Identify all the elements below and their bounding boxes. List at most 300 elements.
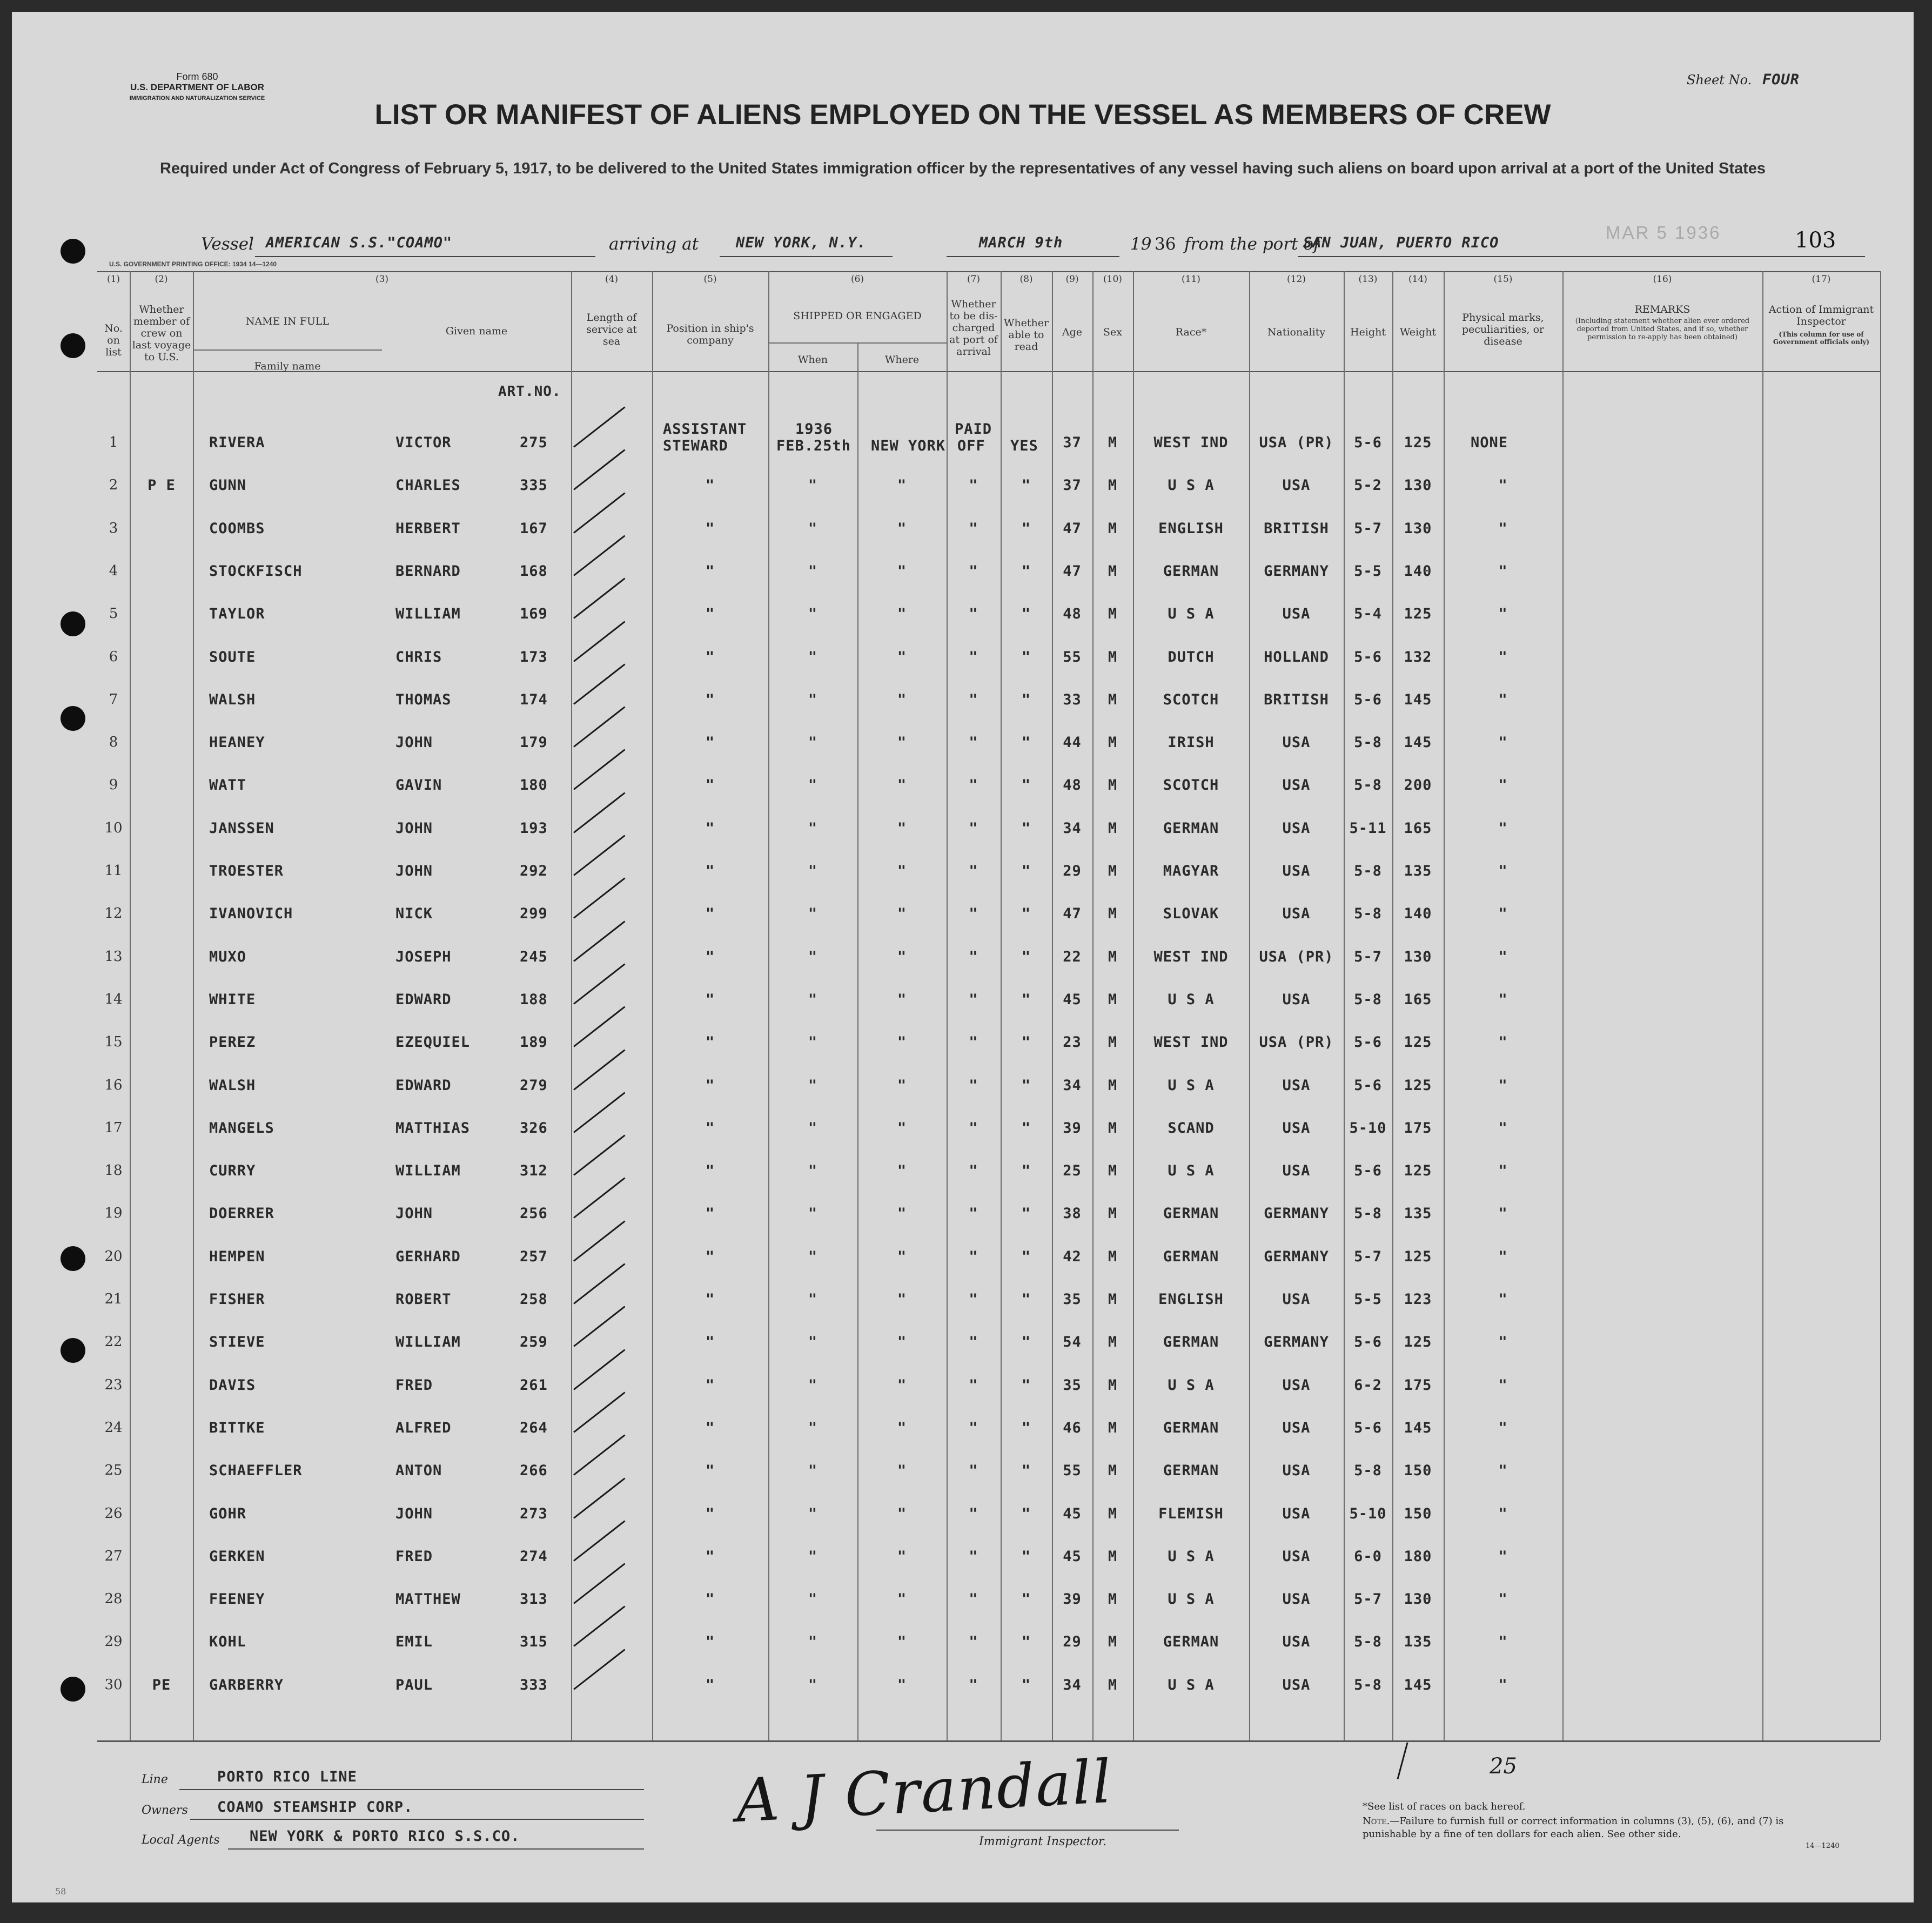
- row-number: 5: [109, 606, 118, 622]
- col-9-number: (9): [1065, 274, 1079, 285]
- race: U S A: [1168, 1548, 1215, 1565]
- art-number: 299: [520, 905, 548, 922]
- race: SCAND: [1168, 1120, 1215, 1137]
- read-ditto: ": [1021, 477, 1031, 494]
- family-name: DAVIS: [209, 1377, 256, 1394]
- weight: 130: [1404, 477, 1432, 494]
- read-ditto: ": [1021, 1120, 1031, 1137]
- sheet-value: FOUR: [1762, 71, 1800, 88]
- given-name: THOMAS: [395, 691, 452, 708]
- vessel-line: [201, 223, 1876, 260]
- family-name: IVANOVICH: [209, 905, 293, 922]
- discharged-ditto: ": [969, 1077, 978, 1094]
- read-ditto: ": [1021, 949, 1031, 965]
- discharged-ditto: ": [969, 649, 978, 665]
- col-3-header: NAME IN FULL: [245, 315, 330, 327]
- read-ditto: ": [1021, 649, 1031, 665]
- year-value: 36: [1155, 234, 1176, 254]
- position-ditto: ": [705, 1120, 715, 1137]
- family-name: GOHR: [209, 1505, 247, 1522]
- height: 6-2: [1354, 1377, 1382, 1394]
- given-name: EDWARD: [395, 1077, 452, 1094]
- height: 5-4: [1354, 606, 1382, 622]
- where-ditto: ": [897, 691, 907, 708]
- crew-flag: PE: [152, 1677, 171, 1693]
- marks-ditto: ": [1498, 1077, 1508, 1094]
- where-ditto: ": [897, 777, 907, 794]
- check-mark: [573, 1349, 625, 1390]
- race: GERMAN: [1163, 1633, 1219, 1650]
- when-ditto: ": [808, 1462, 818, 1479]
- art-number: 315: [520, 1633, 548, 1650]
- art-number: 312: [520, 1162, 548, 1179]
- discharged-ditto: ": [969, 477, 978, 494]
- footer-line-label: Line: [142, 1773, 168, 1786]
- nationality: GERMANY: [1264, 1334, 1329, 1350]
- position-ditto: ": [705, 1334, 715, 1350]
- where-ditto: ": [897, 1205, 907, 1222]
- col-4-header: Length of service at sea: [586, 312, 637, 347]
- height: 5-7: [1354, 520, 1382, 537]
- weight: 165: [1404, 991, 1432, 1008]
- family-name: KOHL: [209, 1633, 247, 1650]
- art-number: 275: [520, 434, 548, 451]
- family-name: JANSSEN: [209, 820, 274, 837]
- height: 5-5: [1354, 1291, 1382, 1308]
- family-name: SCHAEFFLER: [209, 1462, 303, 1479]
- sex: M: [1108, 477, 1118, 494]
- given-name: FRED: [395, 1548, 433, 1565]
- where-ditto: ": [897, 1548, 907, 1565]
- when-ditto: ": [808, 1334, 818, 1350]
- art-number: 274: [520, 1548, 548, 1565]
- family-name: GARBERRY: [209, 1677, 284, 1693]
- nationality: USA (PR): [1259, 1034, 1334, 1051]
- discharged-ditto: ": [969, 606, 978, 622]
- when-ditto: ": [808, 777, 818, 794]
- check-mark: [573, 1220, 625, 1261]
- where-ditto: ": [897, 949, 907, 965]
- vessel-label: Vessel: [201, 234, 254, 254]
- weight: 145: [1404, 691, 1432, 708]
- where-ditto: ": [897, 606, 907, 622]
- sex: M: [1108, 1248, 1118, 1265]
- check-mark: [573, 1434, 625, 1475]
- sheet-label: Sheet No.: [1687, 72, 1752, 88]
- marks-ditto: ": [1498, 863, 1508, 879]
- when-ditto: ": [808, 1591, 818, 1608]
- art-number: 292: [520, 863, 548, 879]
- position-ditto: ": [705, 606, 715, 622]
- arriving-label: arriving at: [609, 234, 699, 254]
- discharged-ditto: ": [969, 991, 978, 1008]
- shipped-where: NEW YORK: [871, 438, 946, 454]
- weight: 175: [1404, 1120, 1432, 1137]
- nationality: USA (PR): [1259, 949, 1334, 965]
- read-ditto: ": [1021, 1077, 1031, 1094]
- height: 5-6: [1354, 434, 1382, 451]
- when-ditto: ": [808, 1077, 818, 1094]
- weight: 130: [1404, 1591, 1432, 1608]
- marks-ditto: ": [1498, 691, 1508, 708]
- row-number: 9: [109, 777, 118, 793]
- age: 45: [1063, 1548, 1082, 1565]
- where-ditto: ": [897, 1077, 907, 1094]
- shipped-when-header: When: [797, 354, 828, 366]
- punch-hole: [61, 333, 85, 358]
- where-ditto: ": [897, 520, 907, 537]
- sex: M: [1108, 1505, 1118, 1522]
- age: 34: [1063, 820, 1082, 837]
- family-name: TROESTER: [209, 863, 284, 879]
- race: SCOTCH: [1163, 691, 1219, 708]
- nationality: USA: [1282, 820, 1311, 837]
- sex: M: [1108, 434, 1118, 451]
- punch-hole: [61, 611, 85, 636]
- check-mark: [573, 749, 625, 790]
- discharged-ditto: ": [969, 905, 978, 922]
- art-number-label: ART.NO.: [498, 384, 561, 400]
- department-name: U.S. DEPARTMENT OF LABOR: [130, 82, 265, 92]
- when-ditto: ": [808, 1420, 818, 1436]
- height: 5-2: [1354, 477, 1382, 494]
- given-name-header: Given name: [445, 325, 508, 337]
- marks-ditto: ": [1498, 1377, 1508, 1394]
- sex: M: [1108, 691, 1118, 708]
- where-ditto: ": [897, 1162, 907, 1179]
- read-ditto: ": [1021, 1248, 1031, 1265]
- marks-ditto: ": [1498, 777, 1508, 794]
- weight: 175: [1404, 1377, 1432, 1394]
- where-ditto: ": [897, 1248, 907, 1265]
- where-ditto: ": [897, 563, 907, 580]
- race: WEST IND: [1153, 434, 1229, 451]
- age: 39: [1063, 1591, 1082, 1608]
- footer-line-value: PORTO RICO LINE: [217, 1769, 357, 1785]
- where-ditto: ": [897, 1291, 907, 1308]
- given-name: JOHN: [395, 1205, 433, 1222]
- weight: 200: [1404, 777, 1432, 794]
- age: 48: [1063, 777, 1082, 794]
- given-name: ROBERT: [395, 1291, 452, 1308]
- nationality: USA: [1282, 606, 1311, 622]
- nationality: USA: [1282, 905, 1311, 922]
- nationality: USA: [1282, 477, 1311, 494]
- sex: M: [1108, 734, 1118, 751]
- height: 5-10: [1349, 1120, 1387, 1137]
- weight: 145: [1404, 1420, 1432, 1436]
- given-name: JOHN: [395, 863, 433, 879]
- height: 6-0: [1354, 1548, 1382, 1565]
- weight: 150: [1404, 1505, 1432, 1522]
- row-number: 13: [104, 949, 123, 965]
- family-name: WHITE: [209, 991, 256, 1008]
- height: 5-5: [1354, 563, 1382, 580]
- given-name: EDWARD: [395, 991, 452, 1008]
- age: 33: [1063, 691, 1082, 708]
- race: ENGLISH: [1158, 520, 1224, 537]
- read-ditto: ": [1021, 863, 1031, 879]
- family-name: FISHER: [209, 1291, 265, 1308]
- check-mark: [573, 1563, 625, 1604]
- discharged-ditto: ": [969, 1677, 978, 1693]
- row-number: 10: [104, 820, 123, 836]
- check-mark: [573, 963, 625, 1004]
- when-ditto: ": [808, 691, 818, 708]
- when-ditto: ": [808, 991, 818, 1008]
- able-to-read: YES: [1010, 438, 1038, 454]
- row-number: 12: [104, 905, 123, 922]
- art-number: 180: [520, 777, 548, 794]
- marks-ditto: ": [1498, 949, 1508, 965]
- where-ditto: ": [897, 1334, 907, 1350]
- weight: 125: [1404, 1077, 1432, 1094]
- discharged-ditto: ": [969, 1162, 978, 1179]
- check-mark: [573, 1134, 625, 1175]
- col-13-number: (13): [1358, 274, 1378, 285]
- marks-ditto: ": [1498, 1034, 1508, 1051]
- read-ditto: ": [1021, 1420, 1031, 1436]
- given-name: ANTON: [395, 1462, 442, 1479]
- nationality: BRITISH: [1264, 691, 1329, 708]
- col-5-number: (5): [703, 274, 717, 285]
- discharged-ditto: ": [969, 1377, 978, 1394]
- weight: 140: [1404, 905, 1432, 922]
- col-17-header: Action of Immigrant Inspector: [1768, 304, 1874, 327]
- weight: 145: [1404, 1677, 1432, 1693]
- date-stamp: MAR 5 1936: [1606, 223, 1721, 243]
- discharged-ditto: ": [969, 520, 978, 537]
- weight: 140: [1404, 563, 1432, 580]
- when-ditto: ": [808, 1377, 818, 1394]
- check-mark: [573, 1306, 625, 1347]
- family-name: BITTKE: [209, 1420, 265, 1436]
- position-ditto: ": [705, 1548, 715, 1565]
- age: 47: [1063, 520, 1082, 537]
- read-ditto: ": [1021, 905, 1031, 922]
- read-ditto: ": [1021, 1548, 1031, 1565]
- marks-ditto: ": [1498, 1420, 1508, 1436]
- col-7-header: Whether to be dis-charged at port of arrival: [949, 298, 998, 358]
- check-mark: [573, 1177, 625, 1218]
- position-line-2: STEWARD: [663, 438, 728, 454]
- position-ditto: ": [705, 1291, 715, 1308]
- col-10-number: (10): [1103, 274, 1122, 285]
- check-mark: [573, 663, 625, 704]
- nationality: BRITISH: [1264, 520, 1329, 537]
- discharged-ditto: ": [969, 863, 978, 879]
- punch-hole: [61, 239, 85, 264]
- where-ditto: ": [897, 863, 907, 879]
- art-number: 245: [520, 949, 548, 965]
- family-name: MANGELS: [209, 1120, 274, 1137]
- sex: M: [1108, 1548, 1118, 1565]
- discharged-ditto: ": [969, 1591, 978, 1608]
- row-number: 7: [109, 691, 118, 708]
- where-ditto: ": [897, 1462, 907, 1479]
- row-number: 24: [104, 1420, 123, 1436]
- family-name: STIEVE: [209, 1334, 265, 1350]
- art-number: 193: [520, 820, 548, 837]
- age: 34: [1063, 1077, 1082, 1094]
- age: 35: [1063, 1291, 1082, 1308]
- note-prefix: Note.: [1363, 1816, 1390, 1827]
- when-ditto: ": [808, 606, 818, 622]
- row-number: 27: [104, 1548, 123, 1564]
- row-number: 22: [104, 1334, 123, 1350]
- discharged-ditto: ": [969, 691, 978, 708]
- given-name: NICK: [395, 905, 433, 922]
- check-mark: [573, 792, 625, 833]
- discharged-ditto: ": [969, 1505, 978, 1522]
- row-number: 8: [109, 734, 118, 750]
- race: GERMAN: [1163, 1462, 1219, 1479]
- marks-ditto: ": [1498, 1205, 1508, 1222]
- read-ditto: ": [1021, 1291, 1031, 1308]
- position-ditto: ": [705, 1162, 715, 1179]
- row-number: 17: [104, 1120, 123, 1136]
- where-ditto: ": [897, 820, 907, 837]
- read-ditto: ": [1021, 1677, 1031, 1693]
- check-mark: [573, 1263, 625, 1304]
- when-ditto: ": [808, 905, 818, 922]
- footer-agents-value: NEW YORK & PORTO RICO S.S.CO.: [250, 1828, 520, 1845]
- where-ditto: ": [897, 991, 907, 1008]
- sex: M: [1108, 1120, 1118, 1137]
- check-mark: [573, 492, 625, 533]
- race: GERMAN: [1163, 563, 1219, 580]
- race: GERMAN: [1163, 1248, 1219, 1265]
- position-ditto: ": [705, 1591, 715, 1608]
- crew-flag: P E: [147, 477, 176, 494]
- col-17-number: (17): [1812, 274, 1831, 285]
- row-number: 4: [109, 563, 118, 579]
- nationality: USA: [1282, 734, 1311, 751]
- nationality: USA: [1282, 1420, 1311, 1436]
- height: 5-10: [1349, 1505, 1387, 1522]
- check-mark: [573, 1520, 625, 1561]
- position-ditto: ": [705, 1420, 715, 1436]
- shipped-year: 1936: [795, 421, 833, 438]
- row-number: 11: [104, 863, 123, 879]
- port-label: from the port of: [1184, 234, 1320, 254]
- given-name: MATTHIAS: [395, 1120, 471, 1137]
- position-ditto: ": [705, 1377, 715, 1394]
- family-name: GERKEN: [209, 1548, 265, 1565]
- when-ditto: ": [808, 1248, 818, 1265]
- height: 5-6: [1354, 691, 1382, 708]
- position-ditto: ": [705, 691, 715, 708]
- corner-mark: 58: [55, 1886, 66, 1897]
- given-name: CHRIS: [395, 649, 442, 665]
- weight: 125: [1404, 1248, 1432, 1265]
- sex: M: [1108, 606, 1118, 622]
- discharged-ditto: ": [969, 1633, 978, 1650]
- family-name: FEENEY: [209, 1591, 265, 1608]
- marks-ditto: ": [1498, 1120, 1508, 1137]
- discharged-ditto: ": [969, 1248, 978, 1265]
- col-8-header: Whether able to read: [1003, 317, 1049, 353]
- read-ditto: ": [1021, 691, 1031, 708]
- given-name: WILLIAM: [395, 606, 461, 622]
- col-6-number: (6): [850, 274, 864, 285]
- arriving-port: NEW YORK, N.Y.: [736, 234, 867, 251]
- position-ditto: ": [705, 949, 715, 965]
- position-ditto: ": [705, 777, 715, 794]
- footer-agents-label: Local Agents: [142, 1833, 220, 1847]
- given-name: ALFRED: [395, 1420, 452, 1436]
- family-name: COOMBS: [209, 520, 265, 537]
- col-9-header: Age: [1062, 326, 1083, 338]
- row-number: 14: [104, 991, 123, 1007]
- shipped-where-header: Where: [884, 354, 920, 366]
- when-ditto: ": [808, 949, 818, 965]
- sex: M: [1108, 1420, 1118, 1436]
- sex: M: [1108, 1633, 1118, 1650]
- age: 44: [1063, 734, 1082, 751]
- check-mark: [573, 1649, 625, 1690]
- discharged-line-2: OFF: [957, 438, 985, 454]
- given-name: MATTHEW: [395, 1591, 461, 1608]
- race: MAGYAR: [1163, 863, 1219, 879]
- art-number: 257: [520, 1248, 548, 1265]
- page-number: 103: [1795, 228, 1836, 253]
- where-ditto: ": [897, 477, 907, 494]
- race: U S A: [1168, 1162, 1215, 1179]
- row-number: 20: [104, 1248, 123, 1265]
- col-2-header: Whether member of crew on last voyage to U.S.: [132, 304, 191, 363]
- position-ditto: ": [705, 1462, 715, 1479]
- marks-ditto: ": [1498, 991, 1508, 1008]
- given-name: HERBERT: [395, 520, 461, 537]
- weight: 135: [1404, 1205, 1432, 1222]
- when-ditto: ": [808, 1162, 818, 1179]
- position-ditto: ": [705, 520, 715, 537]
- read-ditto: ": [1021, 520, 1031, 537]
- nationality: USA: [1282, 1077, 1311, 1094]
- height: 5-6: [1354, 649, 1382, 665]
- check-mark: [573, 1477, 625, 1518]
- given-name: BERNARD: [395, 563, 461, 580]
- col-17-note: (This column for use of Government officials only): [1773, 331, 1870, 346]
- nationality: USA: [1282, 991, 1311, 1008]
- marks-ditto: ": [1498, 734, 1508, 751]
- read-ditto: ": [1021, 563, 1031, 580]
- when-ditto: ": [808, 1548, 818, 1565]
- art-number: 167: [520, 520, 548, 537]
- height: 5-8: [1354, 1677, 1382, 1693]
- position-ditto: ": [705, 734, 715, 751]
- race: GERMAN: [1163, 1420, 1219, 1436]
- position-ditto: ": [705, 905, 715, 922]
- weight: 180: [1404, 1548, 1432, 1565]
- read-ditto: ": [1021, 606, 1031, 622]
- race: GERMAN: [1163, 1334, 1219, 1350]
- sex: M: [1108, 649, 1118, 665]
- where-ditto: ": [897, 905, 907, 922]
- read-ditto: ": [1021, 1633, 1031, 1650]
- where-ditto: ": [897, 1420, 907, 1436]
- punch-hole: [61, 1246, 85, 1271]
- given-name: GAVIN: [395, 777, 442, 794]
- age: 29: [1063, 1633, 1082, 1650]
- check-mark: [573, 535, 625, 576]
- marks-ditto: ": [1498, 1162, 1508, 1179]
- tally-stroke: [1397, 1742, 1408, 1779]
- col-1-number: (1): [106, 274, 120, 285]
- read-ditto: ": [1021, 1205, 1031, 1222]
- family-name: TAYLOR: [209, 606, 265, 622]
